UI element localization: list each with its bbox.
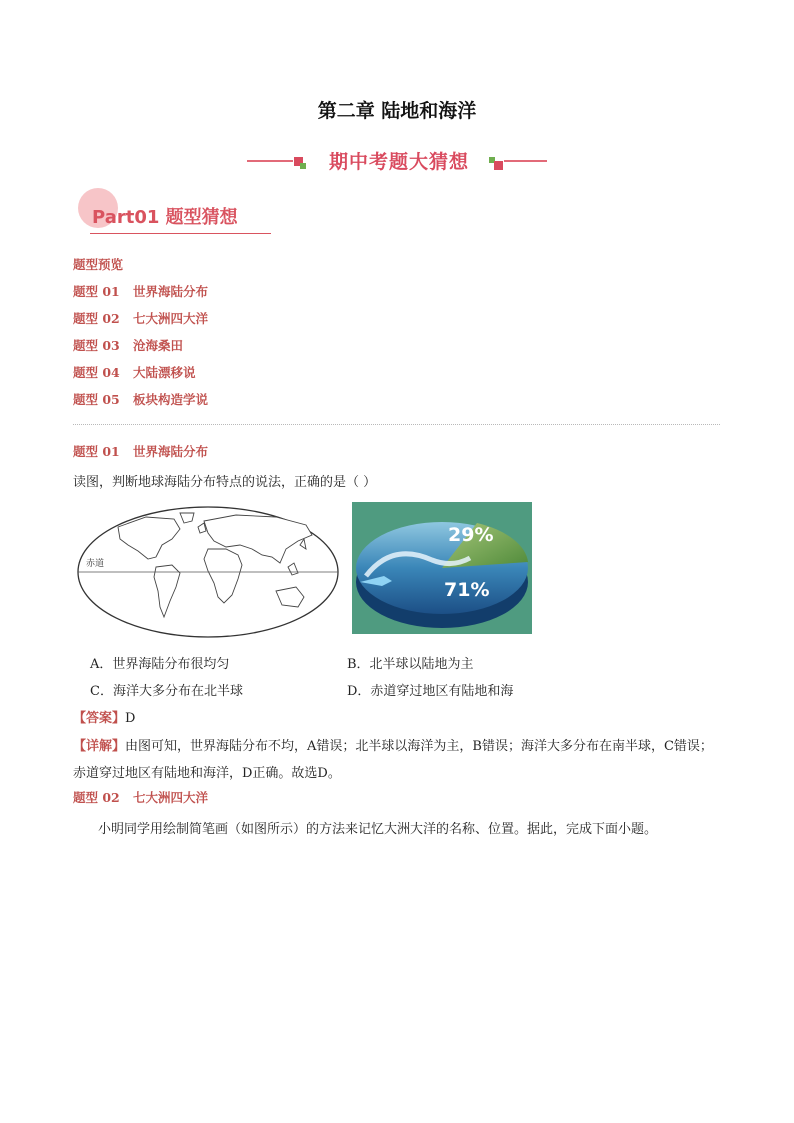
banner-title: 期中考题大猜想 [328,151,469,173]
answer-tag: 【答案】 [73,711,126,726]
preview-item: 题型 01 世界海陆分布 [73,284,209,299]
land-percent-label: 29% [448,524,494,546]
world-map-figure [76,505,340,639]
document-title: 第二章 陆地和海洋 [317,100,477,122]
banner [247,143,547,177]
answer-value: D [125,711,136,726]
option-b: B．北半球以陆地为主 [347,657,474,672]
question-stem: 读图，判断地球海陆分布特点的说法，正确的是（ ） [73,475,377,490]
equator-label: 赤道 [86,559,105,569]
question-type-heading: 题型 02 七大洲四大洋 [73,790,209,805]
section-divider [73,424,720,425]
option-d: D．赤道穿过地区有陆地和海 [347,684,514,699]
detail-text: 由图可知，世界海陆分布不均，A错误；北半球以海洋为主，B错误；海洋大多分布在南半球，C错误；赤道穿过地区有陆地和海洋，D正确。故选D。 [73,739,713,781]
option-c: C．海洋大多分布在北半球 [90,684,243,699]
part-underline [90,233,271,234]
preview-item: 题型 03 沧海桑田 [73,338,184,353]
preview-item: 题型 04 大陆漂移说 [73,365,196,380]
detail-paragraph [73,733,723,787]
preview-item: 题型 02 七大洲四大洋 [73,311,209,326]
question-type-heading: 题型 01 世界海陆分布 [73,444,209,459]
banner-left-line [247,160,293,162]
option-a: A．世界海陆分布很均匀 [90,657,230,672]
ocean-percent-label: 71% [444,579,490,601]
preview-heading: 题型预览 [73,257,124,272]
question-stem: 小明同学用绘制简笔画（如图所示）的方法来记忆大洲大洋的名称、位置。据此，完成下面小题。 [98,822,658,837]
banner-right-line [504,160,547,162]
answer-line [73,707,135,726]
detail-tag: 【详解】 [73,739,126,754]
preview-item: 题型 05 板块构造学说 [73,392,209,407]
land-ocean-ratio-figure [352,502,532,634]
banner-square-icon [300,163,306,169]
part-title: Part01 题型猜想 [92,207,238,228]
banner-square-icon [494,161,503,170]
